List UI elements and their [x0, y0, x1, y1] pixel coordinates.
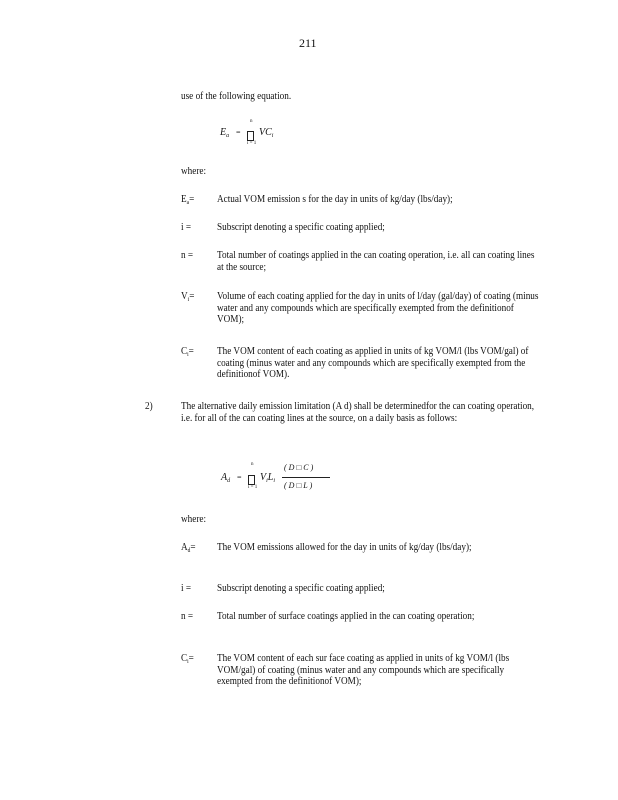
- definition-text: Subscript denoting a specific coating applied;: [217, 583, 385, 594]
- definition-term: $V_i=$: [181, 291, 195, 303]
- eq2-rhs: V: [260, 472, 267, 483]
- equation-2: $A_d$ = n i = 1 $V_iL_i$ ( D □ C ) ( D □ L ): [218, 458, 338, 498]
- page-number: 211: [299, 36, 317, 50]
- eq1-lhs: E: [220, 127, 227, 138]
- definition-term: i =: [181, 583, 192, 594]
- item-number: 2): [145, 401, 153, 412]
- definition-term: $E_a=$: [181, 194, 195, 206]
- item-2-text: The alternative daily emission limitation (A d) shall be determinedfor the can coating operation, i.e. for all of the can coating lines at the source, on a daily basis as follows:: [181, 401, 535, 424]
- definition-term: n =: [181, 250, 194, 261]
- eq2-sum-top: n: [251, 462, 254, 467]
- definition-text: Subscript denoting a specific coating applied;: [217, 222, 385, 233]
- intro-text: use of the following equation.: [181, 91, 292, 102]
- definition-text: Volume of each coating applied for the day in units of l/day (gal/day) of coating (minus water and any compounds which are specifically exempted from the definitionof VOM);: [217, 291, 539, 325]
- definition-text: Total number of surface coatings applied in the can coating operation;: [217, 611, 475, 622]
- definition-text: The VOM emissions allowed for the day in units of kg/day (lbs/day);: [217, 542, 472, 553]
- definition-text: The VOM content of each sur face coating as applied in units of kg VOM/l (lbs VOM/gal) of coating (minus water and any compounds which are specifically exempted from the definitionof VOM);: [217, 653, 510, 687]
- where-label-2: where:: [181, 514, 207, 525]
- definition-text: The VOM content of each coating as applied in units of kg VOM/l (lbs VOM/gal) of coating (minus water and any compounds which are specifically exempted from the definitionof VOM).: [217, 346, 529, 380]
- definition-term: $A_d=$: [181, 542, 196, 554]
- eq2-equals: =: [237, 473, 242, 482]
- eq2-sum-bottom: i = 1: [248, 485, 258, 490]
- eq1-rhs-sub: i: [271, 133, 274, 139]
- where-label-1: where:: [181, 166, 207, 177]
- eq1-lhs-sub: a: [226, 133, 230, 139]
- definition-term: $C_i=$: [181, 653, 194, 665]
- eq1-sum-bottom: i = 1: [247, 141, 257, 146]
- definition-term: i =: [181, 222, 192, 233]
- eq2-numerator: ( D □ C ): [284, 463, 314, 472]
- definition-text: Total number of coatings applied in the can coating operation, i.e. all can coating lines at the source;: [217, 250, 535, 273]
- fraction-bar: [282, 477, 330, 478]
- eq1-equals: =: [236, 128, 241, 137]
- definition-term: n =: [181, 611, 194, 622]
- definition-text: Actual VOM emission s for the day in units of kg/day (lbs/day);: [217, 194, 453, 205]
- eq1-sum-top: n: [250, 119, 253, 124]
- eq1-rhs: VC: [259, 127, 272, 138]
- eq2-denominator: ( D □ L ): [284, 481, 313, 490]
- eq2-lhs: A: [221, 472, 228, 483]
- equation-1: [217, 117, 297, 151]
- eq2-lhs-sub: d: [227, 478, 231, 484]
- eq2-rhs2: L: [267, 472, 274, 483]
- definition-term: $C_i=$: [181, 346, 194, 358]
